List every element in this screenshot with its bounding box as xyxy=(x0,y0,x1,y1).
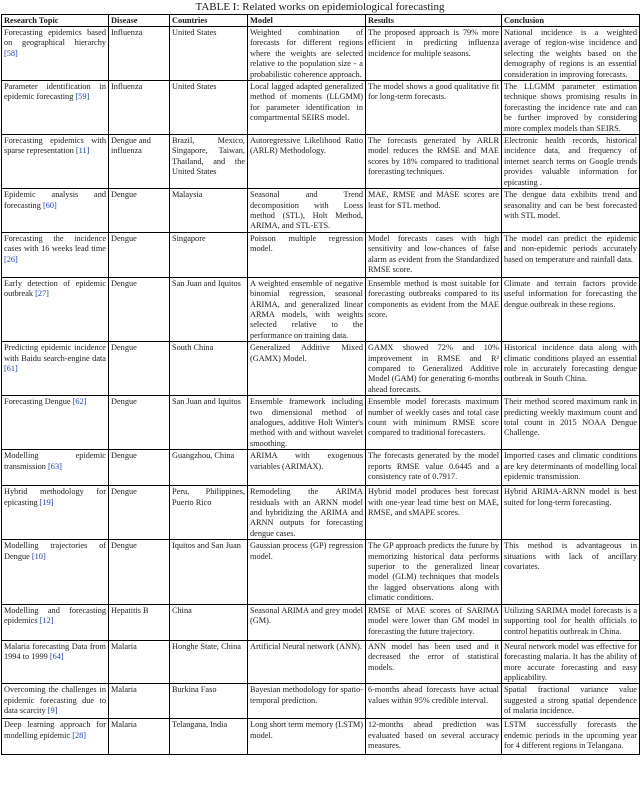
cell-results: Ensemble method is most suitable for forecasting outbreaks compared to its components as evident from the MAE score. xyxy=(366,277,502,341)
cell-results: RMSE of MAE scores of SARIMA model were lower than GM model in forecasting the future trajectory. xyxy=(366,604,502,640)
table-row xyxy=(2,135,640,189)
header-conclusion: Conclusion xyxy=(502,15,640,27)
topic-text: Predicting epidemic incidence with Baidu search-engine data xyxy=(4,343,106,363)
cell-research-topic xyxy=(2,27,109,81)
cell-results: The model shows a good qualitative fit for long-term forecasts. xyxy=(366,81,502,135)
header-research-topic: Research Topic xyxy=(2,15,109,27)
cell-disease: Influenza xyxy=(109,81,170,135)
cell-countries: Telangana, India xyxy=(170,719,248,755)
cell-research-topic xyxy=(2,81,109,135)
cell-countries: South China xyxy=(170,342,248,396)
topic-text: Modelling and forecasting epidemics xyxy=(4,605,106,626)
cell-results: Model forecasts cases with high sensitivity and low-chances of false alarm as evident from the Standardized RMSE score. xyxy=(366,232,502,277)
topic-text: Forecasting epidemics based on geographical hierarchy xyxy=(4,28,106,48)
cell-conclusion: LSTM successfully forecasts the endemic periods in the upcoming year for 4 different regions in Telangana. xyxy=(502,719,640,755)
cell-conclusion: The LLGMM parameter estimation technique shows promising results in forecasting the incidence rate and can be further improved by considering more complex models than SEIRS. xyxy=(502,81,640,135)
cell-conclusion: Utilizing SARIMA model forecasts is a supporting tool for health officials to control hepatitis outbreak in China. xyxy=(502,604,640,640)
citation-link[interactable]: [62] xyxy=(72,397,87,407)
cell-research-topic xyxy=(2,540,109,604)
cell-research-topic xyxy=(2,486,109,540)
topic-text: Modelling trajectories of Dengue xyxy=(4,541,106,561)
citation-link[interactable]: [9] xyxy=(47,706,58,716)
cell-results: The GP approach predicts the future by memorizing historical data performs superior to the generalized linear model (GLM) techniques that models the lagged observations along with climatic conditions. xyxy=(366,540,502,604)
topic-text: Forecasting the incidence cases with 16 weeks lead time xyxy=(4,233,106,254)
cell-model: Bayesian methodology for spatio-temporal prediction. xyxy=(248,684,366,719)
cell-model: Artificial Neural network (ANN). xyxy=(248,640,366,684)
cell-model: Seasonal and Trend decomposition with Loess method (STL), Holt Method, ARIMA, and STL-ETS. xyxy=(248,189,366,233)
cell-results: MAE, RMSE and MASE scores are least for STL method. xyxy=(366,189,502,233)
cell-countries: San Juan and Iquitos xyxy=(170,277,248,341)
cell-disease: Dengue xyxy=(109,342,170,396)
cell-countries: Brazil, Mexico, Singapore, Taiwan, Thailand, and the United States xyxy=(170,135,248,189)
topic-text: Modelling epidemic transmission xyxy=(4,451,106,471)
cell-disease: Dengue xyxy=(109,232,170,277)
cell-conclusion: Neural network model was effective for forecasting malaria. It has the ability of more accurate forecasting and easy applicability. xyxy=(502,640,640,684)
cell-countries: United States xyxy=(170,27,248,81)
cell-conclusion: Spatial fractional variance value suggested a strong spatial dependence of malaria incidence. xyxy=(502,684,640,719)
cell-research-topic xyxy=(2,277,109,341)
cell-model: Long short term memory (LSTM) model. xyxy=(248,719,366,755)
table-row xyxy=(2,719,640,755)
topic-text: Forecasting Dengue xyxy=(4,397,71,407)
topic-text: Epidemic analysis and forecasting xyxy=(4,190,106,210)
cell-disease: Dengue xyxy=(109,450,170,486)
cell-conclusion: Electronic health records, historical incidence data, and frequency of internet search terms on Google trends provides valuable information for epicasting . xyxy=(502,135,640,189)
cell-research-topic xyxy=(2,684,109,719)
cell-conclusion: Climate and terrain factors provide useful information for forecasting the dengue outbreak in these regions. xyxy=(502,277,640,341)
table-row xyxy=(2,342,640,396)
cell-conclusion: Their method scored maximum rank in predicting weekly maximum count and total count in 2015 NOAA Dengue Challenge. xyxy=(502,396,640,450)
cell-research-topic xyxy=(2,135,109,189)
cell-results: The forecasts generated by the model reports RMSE value 0.6445 and a consistency rate of 0.7917. xyxy=(366,450,502,486)
cell-conclusion: Historical incidence data along with climatic conditions played an essential role in accurately forecasting dengue outbreak in South China. xyxy=(502,342,640,396)
cell-research-topic xyxy=(2,450,109,486)
cell-conclusion: Hybrid ARIMA-ARNN model is best suited for long-term forecasting. xyxy=(502,486,640,540)
header-results: Results xyxy=(366,15,502,27)
cell-countries: Singapore xyxy=(170,232,248,277)
cell-countries: San Juan and Iquitos xyxy=(170,396,248,450)
topic-text: Hybrid methodology for epicasting xyxy=(4,487,106,507)
cell-results: The proposed approach is 79% more efficient in predicting influenza incidence for multiple seasons. xyxy=(366,27,502,81)
cell-countries: Honghe State, China xyxy=(170,640,248,684)
cell-disease: Dengue xyxy=(109,396,170,450)
header-model: Model xyxy=(248,15,366,27)
cell-countries: Peru, Philippines, Puerto Rico xyxy=(170,486,248,540)
topic-text: Deep learning approach for modelling epidemic xyxy=(4,720,106,740)
cell-results: Ensemble model forecasts maximum number of weekly cases and total case count with minimum RMSE score compared to traditional forecasters. xyxy=(366,396,502,450)
citation-link[interactable]: [59] xyxy=(75,92,90,102)
cell-disease: Malaria xyxy=(109,640,170,684)
cell-model: Ensemble framework including two dimensional method of analogues, additive Holt Winter's method with and without wavelet smoothing. xyxy=(248,396,366,450)
topic-text: Parameter identification in epidemic forecasting xyxy=(4,82,106,102)
cell-research-topic xyxy=(2,396,109,450)
cell-research-topic xyxy=(2,232,109,277)
cell-countries: Guangzhou, China xyxy=(170,450,248,486)
cell-countries: Malaysia xyxy=(170,189,248,233)
cell-conclusion: Imported cases and climatic conditions are key determinants of modelling local epidemic transmission. xyxy=(502,450,640,486)
cell-disease: Dengue xyxy=(109,189,170,233)
citation-link[interactable]: [10] xyxy=(31,551,46,561)
cell-research-topic xyxy=(2,640,109,684)
topic-text: Early detection of epidemic outbreak xyxy=(4,278,106,299)
cell-model: Local lagged adapted generalized method of moments (LLGMM) for parameter identification in compartmental SEIRS model. xyxy=(248,81,366,135)
related-works-table xyxy=(1,14,640,755)
citation-link[interactable]: [26] xyxy=(4,254,18,264)
citation-link[interactable]: [64] xyxy=(49,652,64,662)
cell-disease: Dengue xyxy=(109,277,170,341)
cell-model: Generalized Additive Mixed (GAMX) Model. xyxy=(248,342,366,396)
cell-countries: United States xyxy=(170,81,248,135)
table-row xyxy=(2,604,640,640)
cell-research-topic xyxy=(2,342,109,396)
table-header-row xyxy=(2,15,640,27)
cell-results: ANN model has been used and it decreased the error of statistical models. xyxy=(366,640,502,684)
cell-conclusion: National incidence is a weighted average of region-wise incidence and selecting the weights based on the demography of regions is an essential consideration in improving forecasts. xyxy=(502,27,640,81)
cell-disease: Malaria xyxy=(109,684,170,719)
cell-disease: Dengue xyxy=(109,540,170,604)
cell-disease: Hepatitis B xyxy=(109,604,170,640)
table-row xyxy=(2,396,640,450)
cell-research-topic xyxy=(2,189,109,233)
cell-countries: Burkina Faso xyxy=(170,684,248,719)
cell-model: Weighted combination of forecasts for different regions where the weights are selected relative to the population size - a probabilistic coherence approach. xyxy=(248,27,366,81)
cell-conclusion: The dengue data exhibits trend and seasonality and can be best forecasted with STL model. xyxy=(502,189,640,233)
citation-link[interactable]: [12] xyxy=(39,616,54,626)
cell-model: ARIMA with exogenous variables (ARIMAX). xyxy=(248,450,366,486)
table-row xyxy=(2,189,640,233)
table-row xyxy=(2,232,640,277)
cell-disease: Dengue xyxy=(109,486,170,540)
topic-text: Malaria forecasting Data from 1994 to 1999 xyxy=(4,641,106,662)
cell-research-topic xyxy=(2,719,109,755)
citation-link[interactable]: [58] xyxy=(4,48,18,58)
citation-link[interactable]: [63] xyxy=(48,461,62,471)
table-row xyxy=(2,450,640,486)
cell-model: Poisson multiple regression model. xyxy=(248,232,366,277)
cell-results: Hybrid model produces best forecast with one-year lead time best on MAE, RMSE, and sMAPE scores. xyxy=(366,486,502,540)
table-caption: TABLE I: Related works on epidemiological forecasting xyxy=(195,1,445,13)
topic-text: Forecasting epidemics with sparse representation xyxy=(4,136,106,156)
cell-results: GAMX showed 72% and 10% improvement in RMSE and R² compared to Generalized Additive Model (GAM) for generating 6-months ahead forecasts. xyxy=(366,342,502,396)
citation-link[interactable]: [28] xyxy=(72,730,87,740)
cell-countries: Iquitos and San Juan xyxy=(170,540,248,604)
cell-results: 12-months ahead prediction was evaluated based on several accuracy measures. xyxy=(366,719,502,755)
header-countries: Countries xyxy=(170,15,248,27)
table-row xyxy=(2,81,640,135)
cell-model: A weighted ensemble of negative binomial regression, seasonal ARIMA, and generalized linear ARMA models, with weights selected relative to the performance on training data. xyxy=(248,277,366,341)
cell-disease: Malaria xyxy=(109,719,170,755)
citation-link[interactable]: [61] xyxy=(4,363,18,373)
table-row xyxy=(2,277,640,341)
cell-countries: China xyxy=(170,604,248,640)
topic-text: Overcoming the challenges in epidemic forecasting due to data scarcity xyxy=(4,685,106,716)
cell-conclusion: This method is advantageous in situations with lack of ancillary covariates. xyxy=(502,540,640,604)
cell-disease: Dengue and influenza xyxy=(109,135,170,189)
cell-research-topic xyxy=(2,604,109,640)
cell-results: 6-months ahead forecasts have actual values within 95% credible interval. xyxy=(366,684,502,719)
citation-link[interactable]: [60] xyxy=(42,200,57,210)
header-disease: Disease xyxy=(109,15,170,27)
cell-disease: Influenza xyxy=(109,27,170,81)
table-row xyxy=(2,540,640,604)
citation-link[interactable]: [11] xyxy=(75,146,90,156)
citation-link[interactable]: [27] xyxy=(35,289,49,299)
cell-results: The forecasts generated by ARLR model reduces the RMSE and MAE scores by 18% compared to traditional forecasting techniques. xyxy=(366,135,502,189)
cell-model: Gaussian process (GP) regression model. xyxy=(248,540,366,604)
table-row xyxy=(2,27,640,81)
cell-model: Autoregressive Likelihood Ratio (ARLR) Methodology. xyxy=(248,135,366,189)
table-row xyxy=(2,684,640,719)
cell-model: Remodeling the ARIMA residuals with an ARNN model and hybridizing the ARIMA and ARNN outputs for forecasting dengue cases. xyxy=(248,486,366,540)
cell-model: Seasonal ARIMA and grey model (GM). xyxy=(248,604,366,640)
cell-conclusion: The model can predict the epidemic and non-epidemic periods accurately based on temperature and rainfall data. xyxy=(502,232,640,277)
table-row xyxy=(2,486,640,540)
table-row xyxy=(2,640,640,684)
citation-link[interactable]: [19] xyxy=(39,497,54,507)
